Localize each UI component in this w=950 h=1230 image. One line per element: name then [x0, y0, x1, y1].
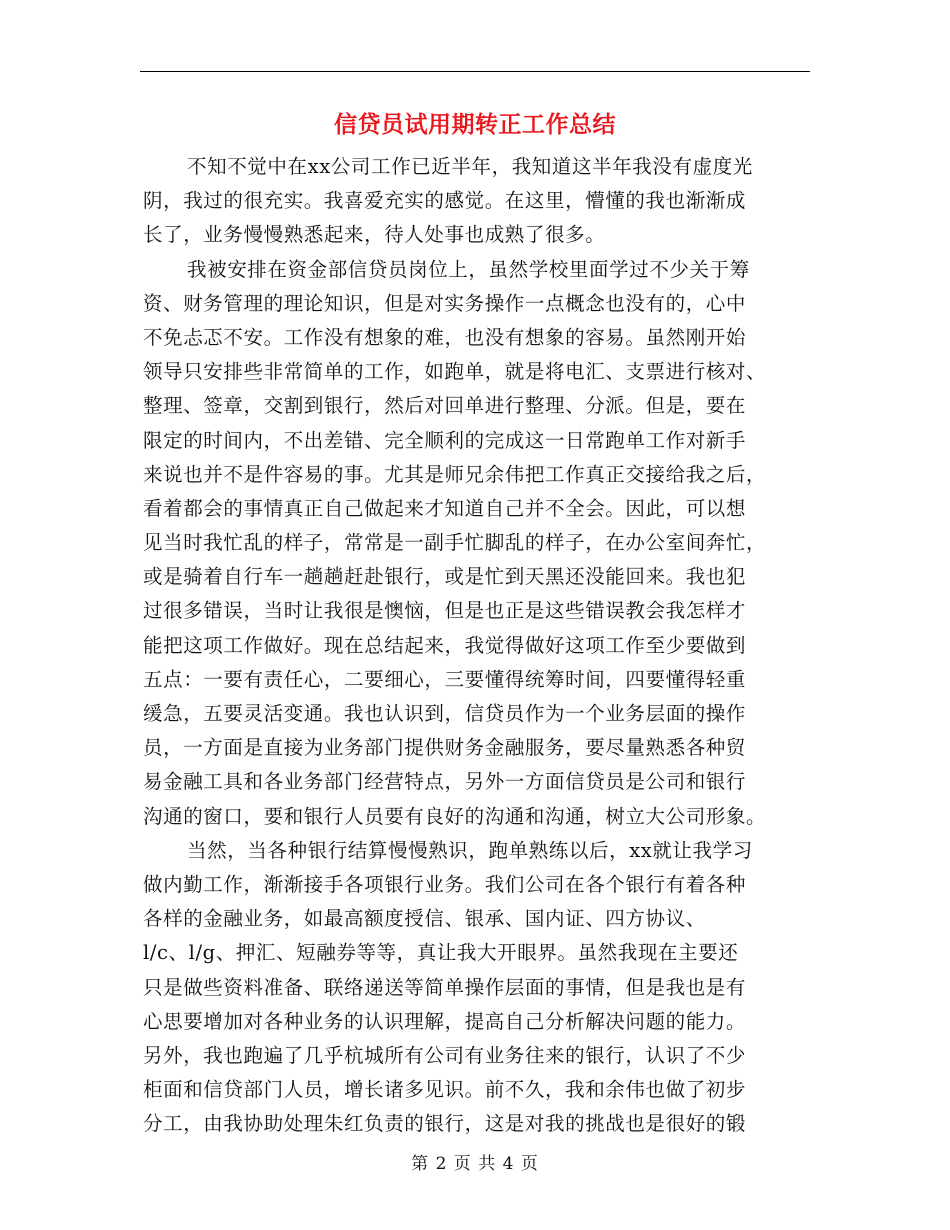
page-footer: 第 2 页 共 4 页: [411, 1154, 539, 1174]
text-line: 见当时我忙乱的样子，常常是一副手忙脚乱的样子，在办公室间奔忙，: [143, 531, 767, 555]
text-line: 能把这项工作做好。现在总结起来，我觉得做好这项工作至少要做到: [143, 633, 747, 657]
text-line: 不知不觉中在xx公司工作已近半年，我知道这半年我没有虚度光: [187, 155, 753, 178]
text-line: 做内勤工作，渐渐接手各项银行业务。我们公司在各个银行有着各种: [143, 872, 747, 896]
text-line: 分工，由我协助处理朱红负责的银行，这是对我的挑战也是很好的锻: [143, 1112, 747, 1136]
text-line: 或是骑着自行车一趟趟赶赴银行，或是忙到天黑还没能回来。我也犯: [143, 565, 747, 589]
text-line: 我被安排在资金部信贷员岗位上，虽然学校里面学过不少关于筹: [187, 257, 750, 281]
text-line: 另外，我也跑遍了几乎杭城所有公司有业务往来的银行，认识了不少: [143, 1043, 747, 1067]
text-line: 阴，我过的很充实。我喜爱充实的感觉。在这里，懵懂的我也渐渐成: [143, 189, 747, 213]
text-line: 不免忐忑不安。工作没有想象的难，也没有想象的容易。虽然刚开始: [143, 325, 747, 349]
text-line: 资、财务管理的理论知识，但是对实务操作一点概念也没有的，心中: [143, 291, 747, 315]
text-line: 沟通的窗口，要和银行人员要有良好的沟通和沟通，树立大公司形象。: [143, 804, 767, 828]
text-line: 来说也并不是件容易的事。尤其是师兄余伟把工作真正交接给我之后，: [143, 462, 767, 486]
text-line: 过很多错误，当时让我很是懊恼，但是也正是这些错误教会我怎样才: [143, 599, 747, 623]
header-rule: [140, 71, 810, 72]
text-line: 易金融工具和各业务部门经营特点，另外一方面信贷员是公司和银行: [143, 770, 747, 794]
text-line: 心思要增加对各种业务的认识理解，提高自己分析解决问题的能力。: [143, 1009, 747, 1033]
text-line: 员，一方面是直接为业务部门提供财务金融服务，要尽量熟悉各种贸: [143, 736, 747, 760]
document-title: 信贷员试用期转正工作总结: [334, 111, 616, 138]
text-line: 整理、签章，交割到银行，然后对回单进行整理、分派。但是，要在: [143, 394, 747, 418]
text-line: 缓急，五要灵活变通。我也认识到，信贷员作为一个业务层面的操作: [143, 702, 747, 725]
text-line: 看着都会的事情真正自己做起来才知道自己并不全会。因此，可以想: [143, 496, 747, 520]
text-line: l/c、l/g、押汇、短融券等等，真让我大开眼界。虽然我现在主要还: [143, 941, 739, 965]
document-body: [143, 150, 813, 1141]
text-line: 只是做些资料准备、联络递送等简单操作层面的事情，但是我也是有: [143, 975, 747, 999]
text-line: 长了，业务慢慢熟悉起来，待人处事也成熟了很多。: [143, 223, 606, 247]
text-line: 限定的时间内，不出差错、完全顺利的完成这一日常跑单工作对新手: [143, 428, 747, 452]
text-line: 各样的金融业务，如最高额度授信、银承、国内证、四方协议、: [143, 907, 706, 931]
text-line: 当然，当各种银行结算慢慢熟识，跑单熟练以后，xx就让我学习: [187, 838, 753, 862]
text-line: 五点：一要有责任心，二要细心，三要懂得统筹时间，四要懂得轻重: [143, 667, 747, 691]
text-line: 柜面和信贷部门人员，增长诸多见识。前不久，我和余伟也做了初步: [143, 1078, 747, 1102]
text-line: 领导只安排些非常简单的工作，如跑单，就是将电汇、支票进行核对、: [143, 360, 767, 384]
